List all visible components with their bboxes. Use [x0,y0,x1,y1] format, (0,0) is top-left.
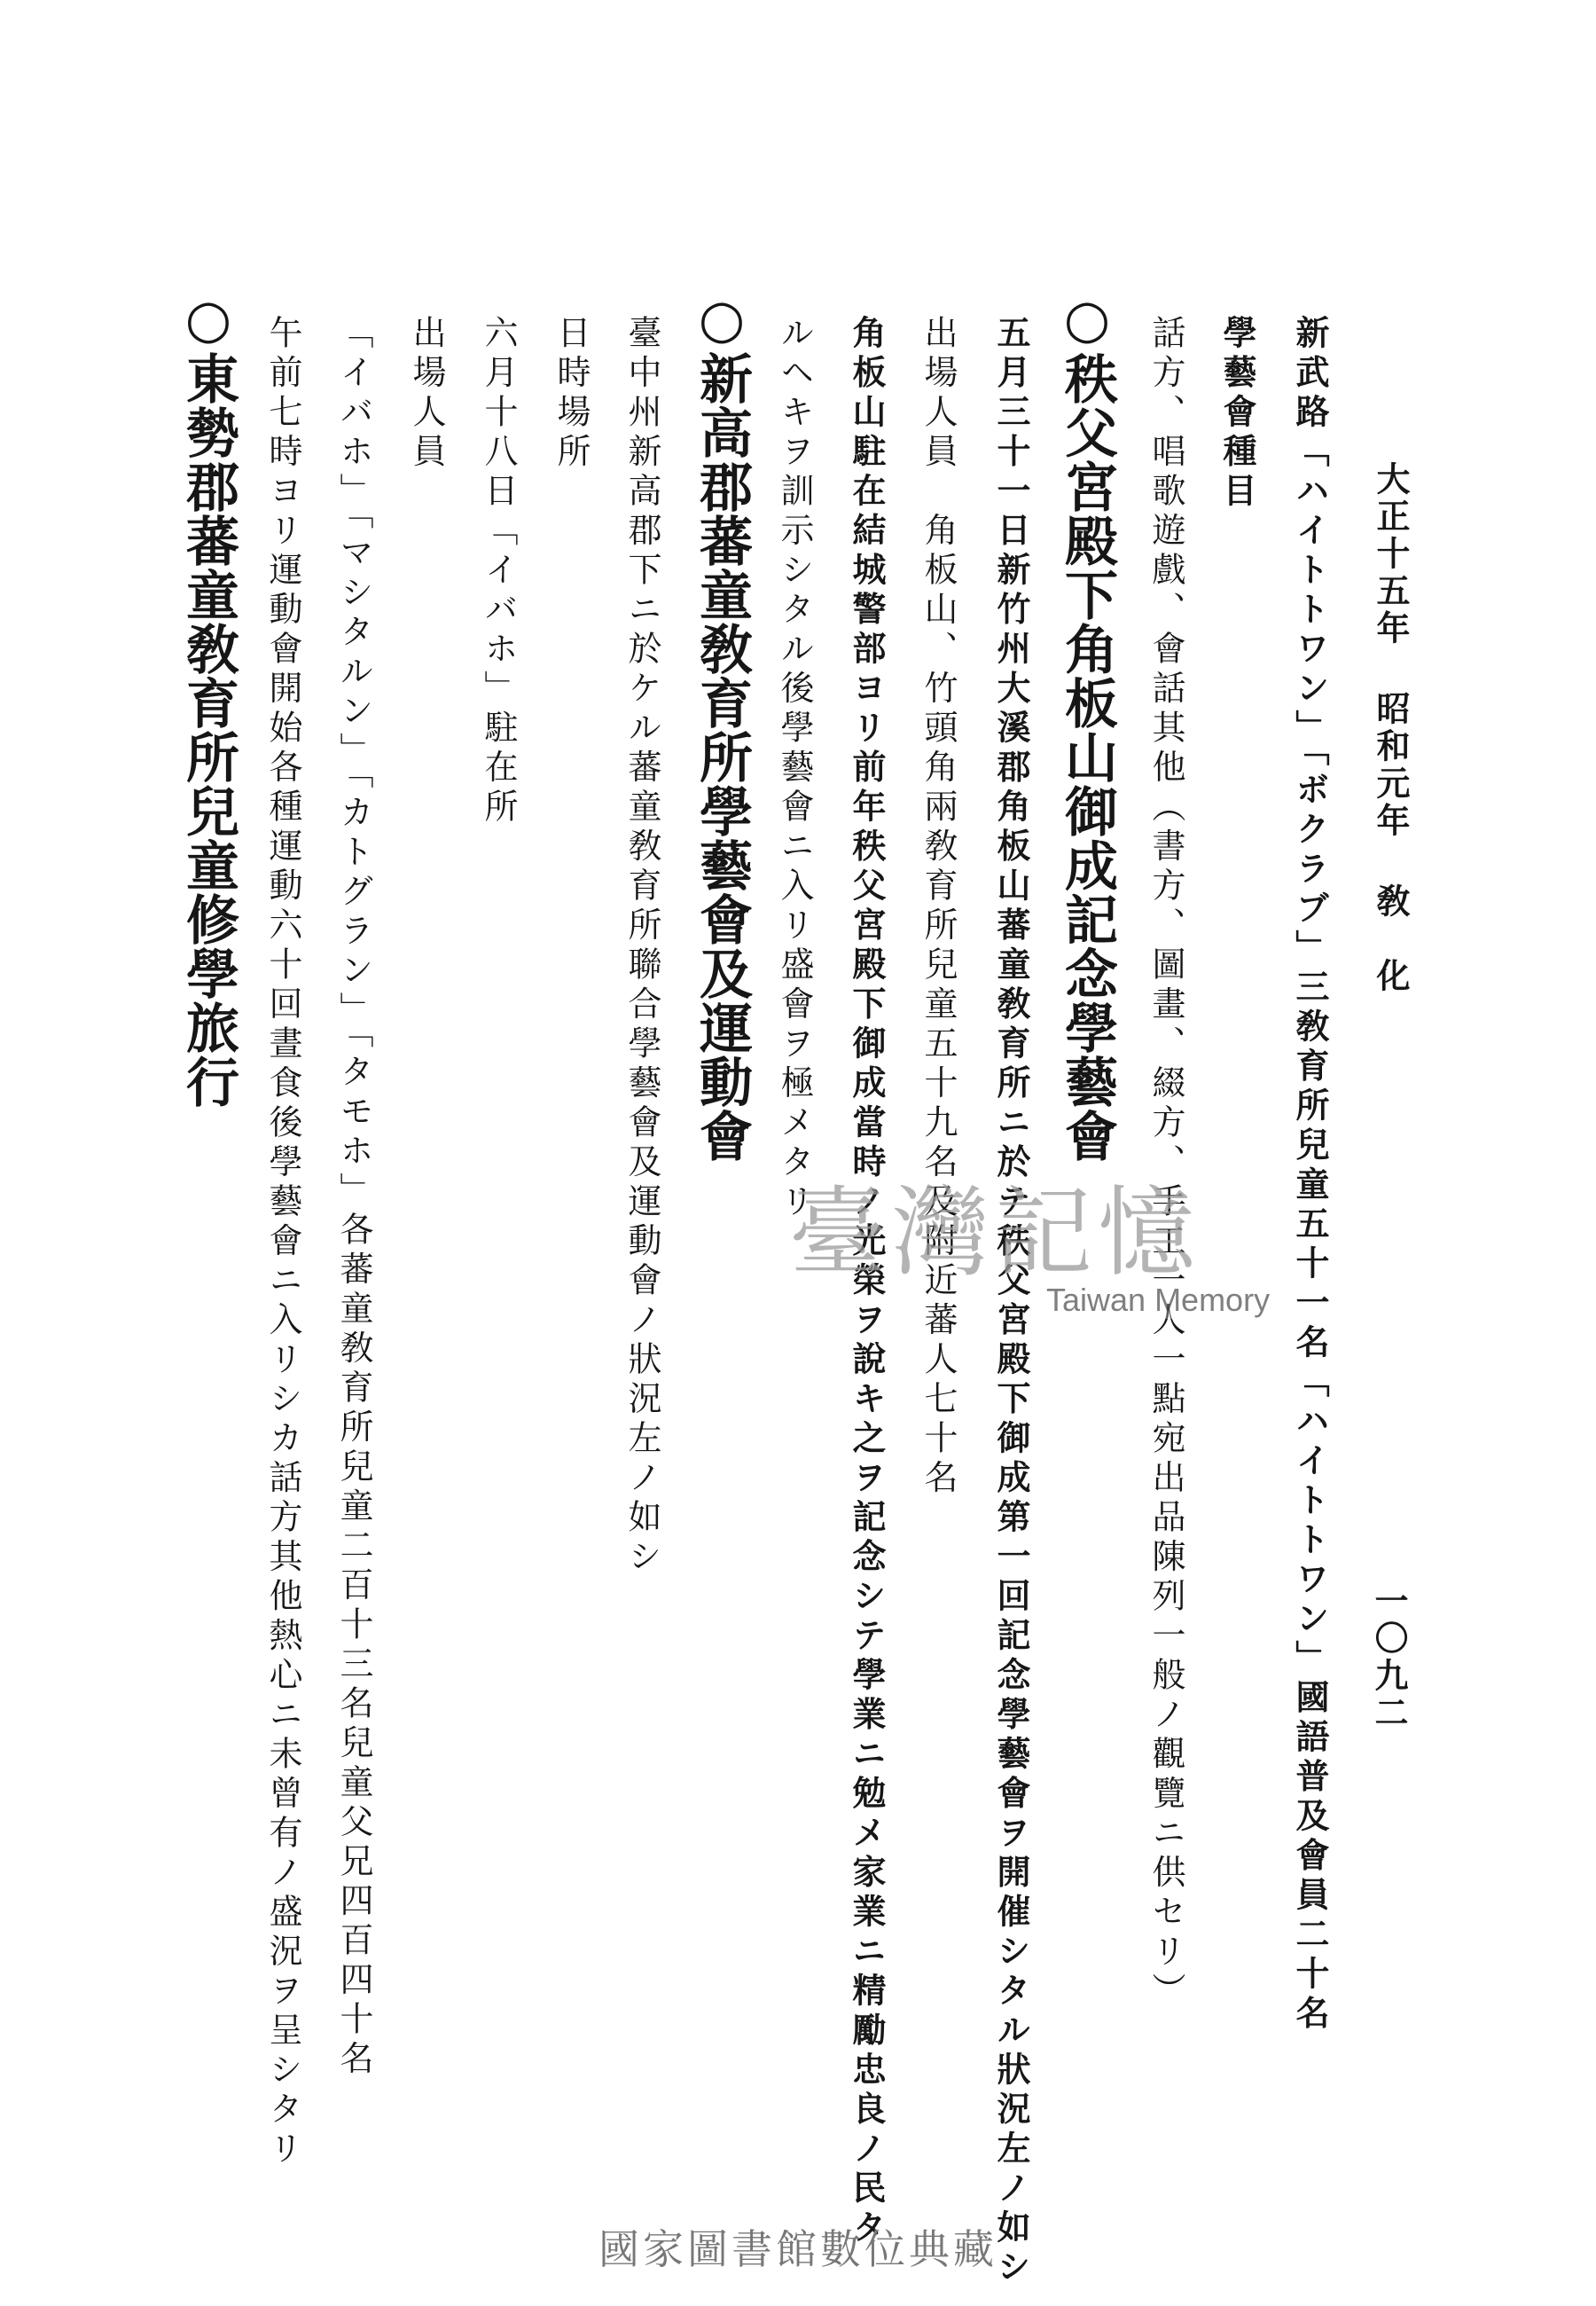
text-column-12: 六月十八日「イバホ」駐在所 [479,315,518,828]
text-column-15: 午前七時ヨリ運動會開始各種運動六十回晝食後學藝會ニ入リシカ話方其他熱心ニ未曾有ノ盛況ヲ呈シタリ [263,315,302,2170]
section-heading-niitaka: ○新高郡蕃童敎育所學藝會及運動會 [691,288,753,1163]
text-column-13: 出場人員 [407,315,446,473]
text-column-3: 話方、唱歌遊戲、會話其他（書方、圖畫、綴方、手工一人一點宛出品陳列一般ノ觀覽ニ供セリ） [1146,315,1185,2012]
section-heading-tosei: ○東勢郡蕃童敎育所兒童修學旅行 [177,288,239,1109]
watermark-cjk: 臺灣記憶 [789,1176,1201,1290]
text-column-14: 「イバホ」「マシタルン」「カトグラン」「タモホ」各蕃童敎育所兒童二百十三名兒童父兄四百四十名 [334,315,373,2080]
text-column-8: ルヘキヲ訓示シタル後學藝會ニ入リ盛會ヲ極メタリ [775,315,814,1223]
text-column-10: 臺中州新高郡下ニ於ケル蕃童敎育所聯合學藝會及運動會ノ狀況左ノ如シ [622,315,661,1578]
text-column-11: 日時場所 [552,315,591,473]
footer-credit: 國家圖書館數位典藏 [598,2225,998,2273]
watermark [789,1176,1286,1335]
text-column-5: 五月三十一日新竹州大溪郡角板山蕃童敎育所ニ於テ秩父宮殿下御成第一回記念學藝會ヲ開催シタル狀況左ノ如シ [991,315,1031,2288]
text-column-2: 學藝會種目 [1217,315,1257,513]
section-heading-chichibu: ○秩父宮殿下角板山御成記念學藝會 [1056,288,1118,1163]
page-number: 一〇九二 [1369,1583,1409,1732]
text-column-6: 出場人員 角板山、竹頭角兩敎育所兒童五十九名及附近蕃人七十名 [919,315,958,1499]
text-column-7: 角板山駐在結城警部ヨリ前年秩父宮殿下御成當時ノ光榮ヲ說キ之ヲ記念シテ學業ニ勉メ家業ニ精勵忠良ノ民タ [847,315,887,2249]
watermark-en: Taiwan Memory [1046,1282,1271,1318]
text-column-1: 新武路「ハイトトワン」「ボクラブ」三敎育所兒童五十一名「ハイトトワン」國語普及會員二十名 [1290,315,1330,2035]
running-title: 大正十五年 昭和元年 敎 化 [1371,461,1411,995]
